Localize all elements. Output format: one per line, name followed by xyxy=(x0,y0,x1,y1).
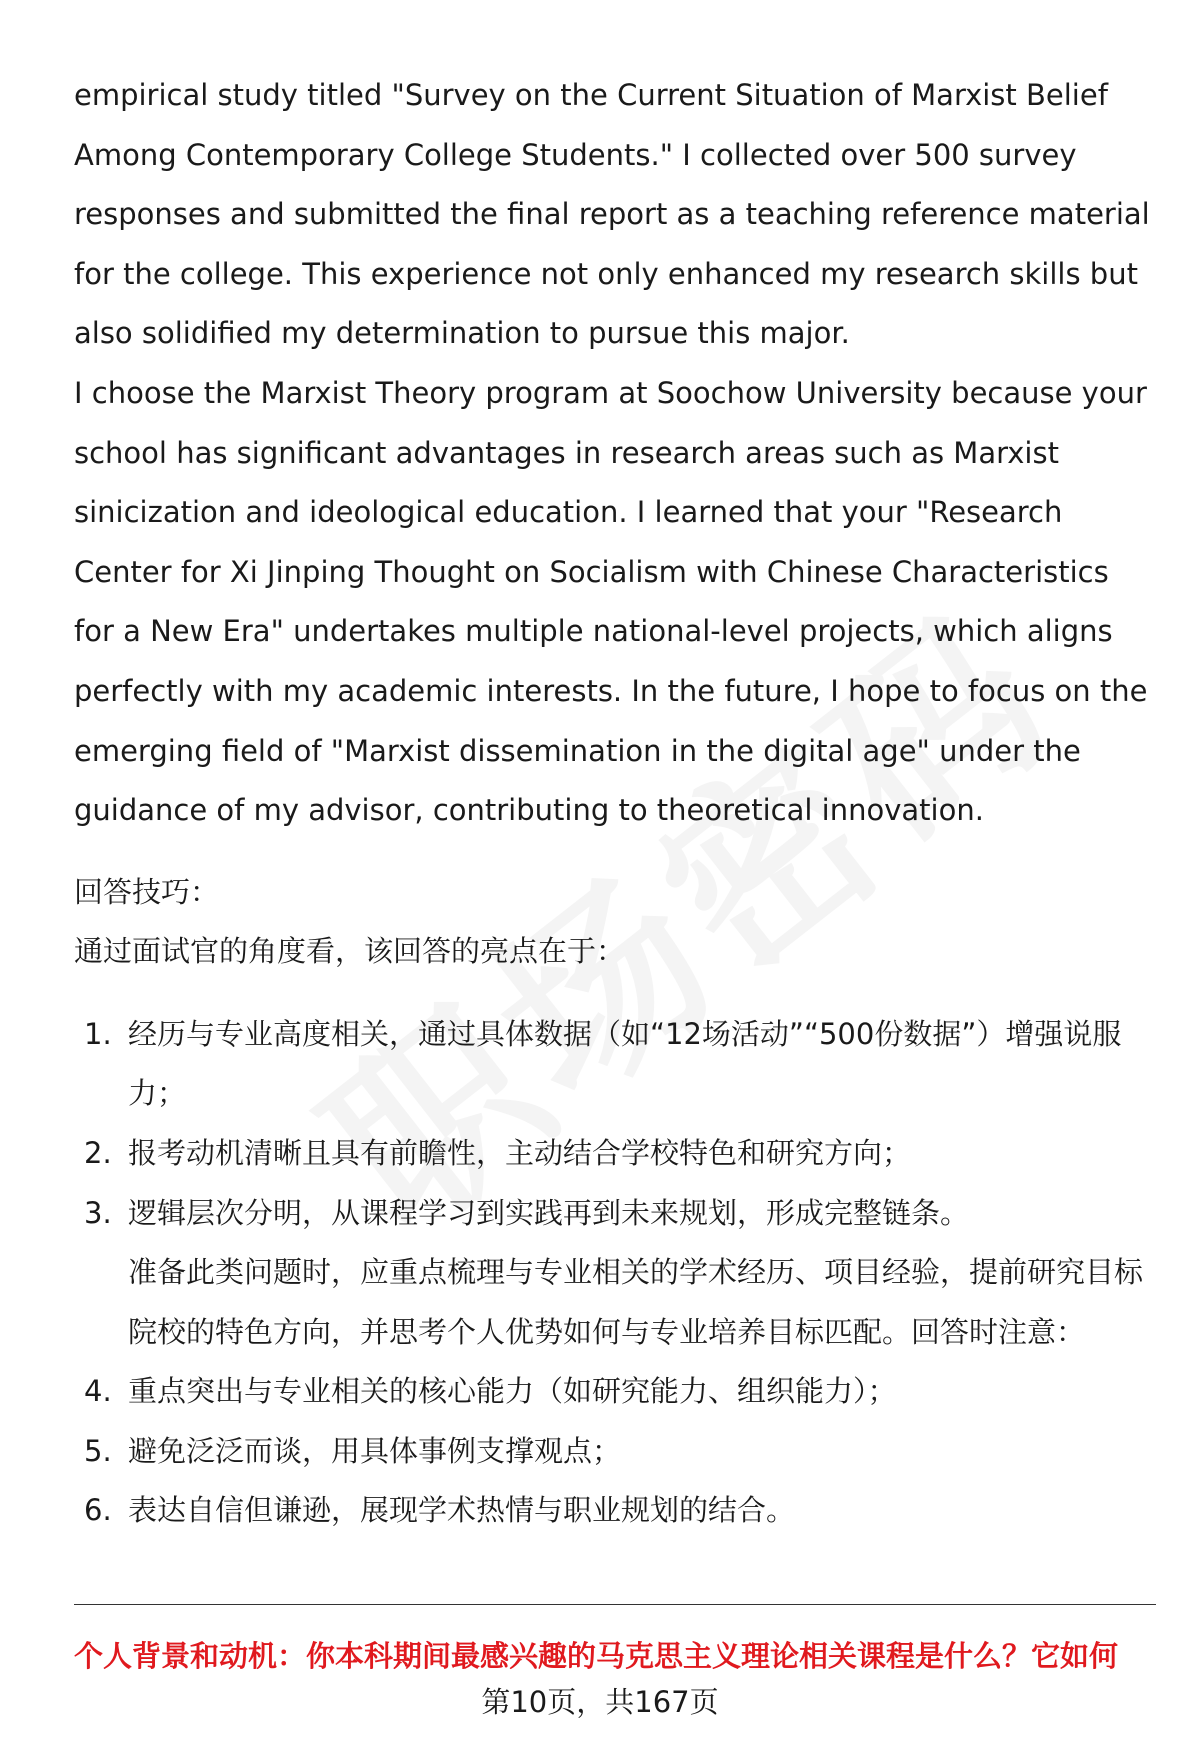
answer-paragraph-1: empirical study titled "Survey on the Current Situation of Marxist Belief Among Contemporary College Students." I collected over 500 survey responses and submitted the final report as a teaching reference material for the college. This experience not only enhanced my research skills but also solidified my determination to pursue this major. xyxy=(74,78,1150,351)
answer-paragraph-2: I choose the Marxist Theory program at Soochow University because your school has significant advantages in research areas such as Marxist sinicization and ideological education. I learned that your "Research Center for Xi Jinping Thought on Socialism with Chinese Characteristics for a New Era" undertakes multiple national-level projects, which aligns perfectly with my academic interests. In the future, I hope to focus on the emerging field of "Marxist dissemination in the digital age" under the guidance of my advisor, contributing to theoretical innovation. xyxy=(74,375,1148,828)
list-number: 5. xyxy=(84,1433,112,1468)
tips-intro: 通过面试官的角度看，该回答的亮点在于： xyxy=(74,933,626,968)
list-number: 2. xyxy=(84,1135,112,1170)
list-item xyxy=(74,1422,1154,1482)
list-item xyxy=(74,1362,1154,1422)
list-number: 3. xyxy=(84,1195,112,1230)
list-number: 4. xyxy=(84,1374,112,1409)
page-number: 第10页，共167页 xyxy=(481,1685,719,1719)
highlights-list xyxy=(74,1005,1154,1243)
attention-list xyxy=(74,1362,1154,1541)
list-item xyxy=(74,1481,1154,1541)
list-text: 经历与专业高度相关，通过具体数据（如“12场活动”“500份数据”）增强说服力； xyxy=(128,1016,1122,1111)
list-item xyxy=(74,1184,1154,1244)
list-text: 重点突出与专业相关的核心能力（如研究能力、组织能力）； xyxy=(128,1374,897,1409)
tips-heading: 回答技巧： xyxy=(74,874,220,909)
next-question-heading: 个人背景和动机：你本科期间最感兴趣的马克思主义理论相关课程是什么？它如何 xyxy=(74,1639,1119,1673)
list-text: 避免泛泛而谈，用具体事例支撑观点； xyxy=(128,1433,622,1468)
list-number: 1. xyxy=(84,1016,112,1051)
preparation-note: 准备此类问题时，应重点梳理与专业相关的学术经历、项目经验，提前研究目标院校的特色方向，并思考个人优势如何与专业培养目标匹配。回答时注意： xyxy=(128,1255,1144,1349)
list-item xyxy=(74,1005,1154,1124)
section-divider xyxy=(74,1604,1156,1605)
document-body xyxy=(74,66,1154,1541)
list-text: 表达自信但谦逊，展现学术热情与职业规划的结合。 xyxy=(128,1493,796,1528)
list-item xyxy=(74,1124,1154,1184)
list-text: 报考动机清晰且具有前瞻性，主动结合学校特色和研究方向； xyxy=(128,1135,912,1170)
list-text: 逻辑层次分明，从课程学习到实践再到未来规划，形成完整链条。 xyxy=(128,1195,970,1230)
list-number: 6. xyxy=(84,1493,112,1528)
